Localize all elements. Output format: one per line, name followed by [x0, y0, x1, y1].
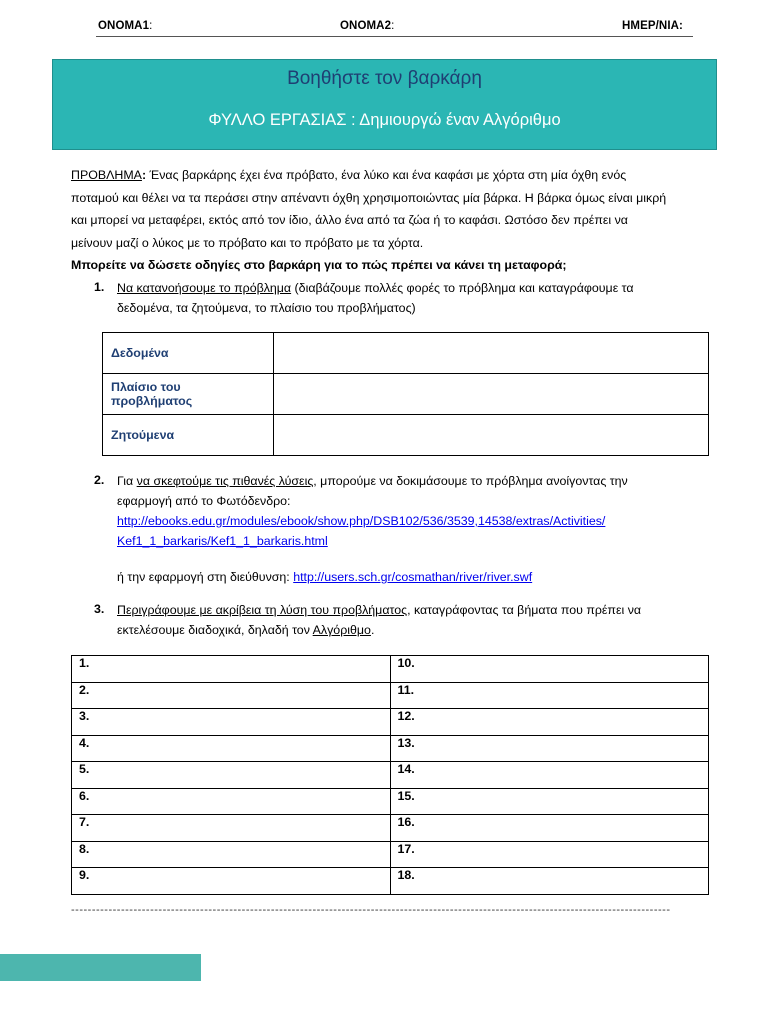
table-row — [103, 333, 709, 374]
step1-number: 1. — [94, 280, 105, 294]
step-cell[interactable]: 11. — [390, 682, 709, 709]
problem-label: ΠΡΟΒΛΗΜΑ — [71, 168, 142, 182]
step-cell[interactable]: 12. — [390, 709, 709, 736]
name2-field-label: ΟΝΟΜΑ2: — [340, 20, 395, 32]
step-cell[interactable]: 6. — [72, 788, 391, 815]
table-row — [72, 682, 709, 709]
step-cell[interactable]: 18. — [390, 868, 709, 895]
problem-statement: ΠΡΟΒΛΗΜΑ: Ένας βαρκάρης έχει ένα πρόβατο, ένα λύκο και ένα καφάσι με χόρτα στη μία όχθη ενός ποταμού και θέλει να τα περάσει στην απέναντι όχθη χρησιμοποιώντας μία βάρκα. Η βάρκα όμως είναι μικρή και μπορεί να μεταφέρει, εκτός από τον ίδιο, άλλο ένα από τα ζώα ή το καφάσι. Ωστόσο δεν πρέπει να μείνουν μαζί ο λύκος με το πρόβατο και το πρόβατο με τα χόρτα. — [71, 168, 667, 250]
goal-label: Ζητούμενα — [103, 415, 274, 456]
date-field-label: ΗΜΕΡ/ΝΙΑ: — [622, 20, 683, 32]
step-cell[interactable]: 5. — [72, 762, 391, 789]
table-row — [72, 709, 709, 736]
name1-field-label: ΟΝΟΜΑ1: — [98, 20, 153, 32]
context-input-cell[interactable] — [274, 374, 709, 415]
step-cell[interactable]: 3. — [72, 709, 391, 736]
step-cell[interactable]: 7. — [72, 815, 391, 842]
step-cell[interactable]: 15. — [390, 788, 709, 815]
step-cell[interactable]: 4. — [72, 735, 391, 762]
worksheet-subtitle: ΦΥΛΛΟ ΕΡΓΑΣΙΑΣ : Δημιουργώ έναν Αλγόριθμο — [208, 111, 561, 129]
problem-question: Μπορείτε να δώσετε οδηγίες στο βαρκάρη για το πώς πρέπει να κάνει τη μεταφορά; — [71, 258, 567, 272]
step2-text: Για να σκεφτούμε τις πιθανές λύσεις, μπορούμε να δοκιμάσουμε το πρόβλημα ανοίγοντας την εφαρμογή από το Φωτόδενδρο: http://ebooks.edu.gr/modules/ebook/show.php/DSB102/536/3539,14538/extras/Activities/ Kef1_1_barkaris/Kef1_1_barkaris.html — [117, 474, 628, 548]
step-cell[interactable]: 1. — [72, 656, 391, 683]
step-cell[interactable]: 17. — [390, 841, 709, 868]
table-row — [72, 841, 709, 868]
dashed-separator: ------------------------------------------------------------------------------------------------------------------------------------------------ — [71, 904, 671, 916]
step-cell[interactable]: 14. — [390, 762, 709, 789]
context-label: Πλαίσιο του προβλήματος — [103, 374, 274, 415]
table-row — [72, 815, 709, 842]
photodendro-link[interactable]: http://ebooks.edu.gr/modules/ebook/show.php/DSB102/536/3539,14538/extras/Activities/ — [117, 514, 606, 528]
step1-text: Να κατανοήσουμε το πρόβλημα (διαβάζουμε πολλές φορές το πρόβλημα και καταγράφουμε τα δεδομένα, τα ζητούμενα, το πλαίσιο του προβλήματος) — [117, 281, 634, 315]
footer-accent-bar — [0, 954, 201, 981]
step2-number: 2. — [94, 473, 105, 487]
step-cell[interactable]: 8. — [72, 841, 391, 868]
problem-analysis-table — [102, 332, 709, 456]
alt-app-line: ή την εφαρμογή στη διεύθυνση: http://users.sch.gr/cosmathan/river/river.swf — [117, 570, 533, 584]
river-app-link[interactable]: http://users.sch.gr/cosmathan/river/river.swf — [293, 570, 533, 584]
step3-text: Περιγράφουμε με ακρίβεια τη λύση του προβλήματος, καταγράφοντας τα βήματα που πρέπει να εκτελέσουμε διαδοχικά, δηλαδή τον Αλγόριθμο. — [117, 603, 642, 637]
table-row — [72, 656, 709, 683]
table-row — [72, 788, 709, 815]
table-row — [103, 415, 709, 456]
goal-input-cell[interactable] — [274, 415, 709, 456]
worksheet-title: Βοηθήστε τον βαρκάρη — [287, 68, 482, 89]
photodendro-link-cont[interactable]: Kef1_1_barkaris/Kef1_1_barkaris.html — [117, 534, 328, 548]
step-cell[interactable]: 9. — [72, 868, 391, 895]
header-underline — [96, 36, 693, 37]
step3-number: 3. — [94, 602, 105, 616]
table-row — [72, 868, 709, 895]
title-banner — [52, 59, 717, 150]
step-cell[interactable]: 16. — [390, 815, 709, 842]
data-input-cell[interactable] — [274, 333, 709, 374]
algorithm-steps-table — [71, 655, 709, 895]
step-cell[interactable]: 13. — [390, 735, 709, 762]
data-label: Δεδομένα — [103, 333, 274, 374]
table-row — [103, 374, 709, 415]
table-row — [72, 762, 709, 789]
table-row — [72, 735, 709, 762]
step-cell[interactable]: 2. — [72, 682, 391, 709]
step-cell[interactable]: 10. — [390, 656, 709, 683]
